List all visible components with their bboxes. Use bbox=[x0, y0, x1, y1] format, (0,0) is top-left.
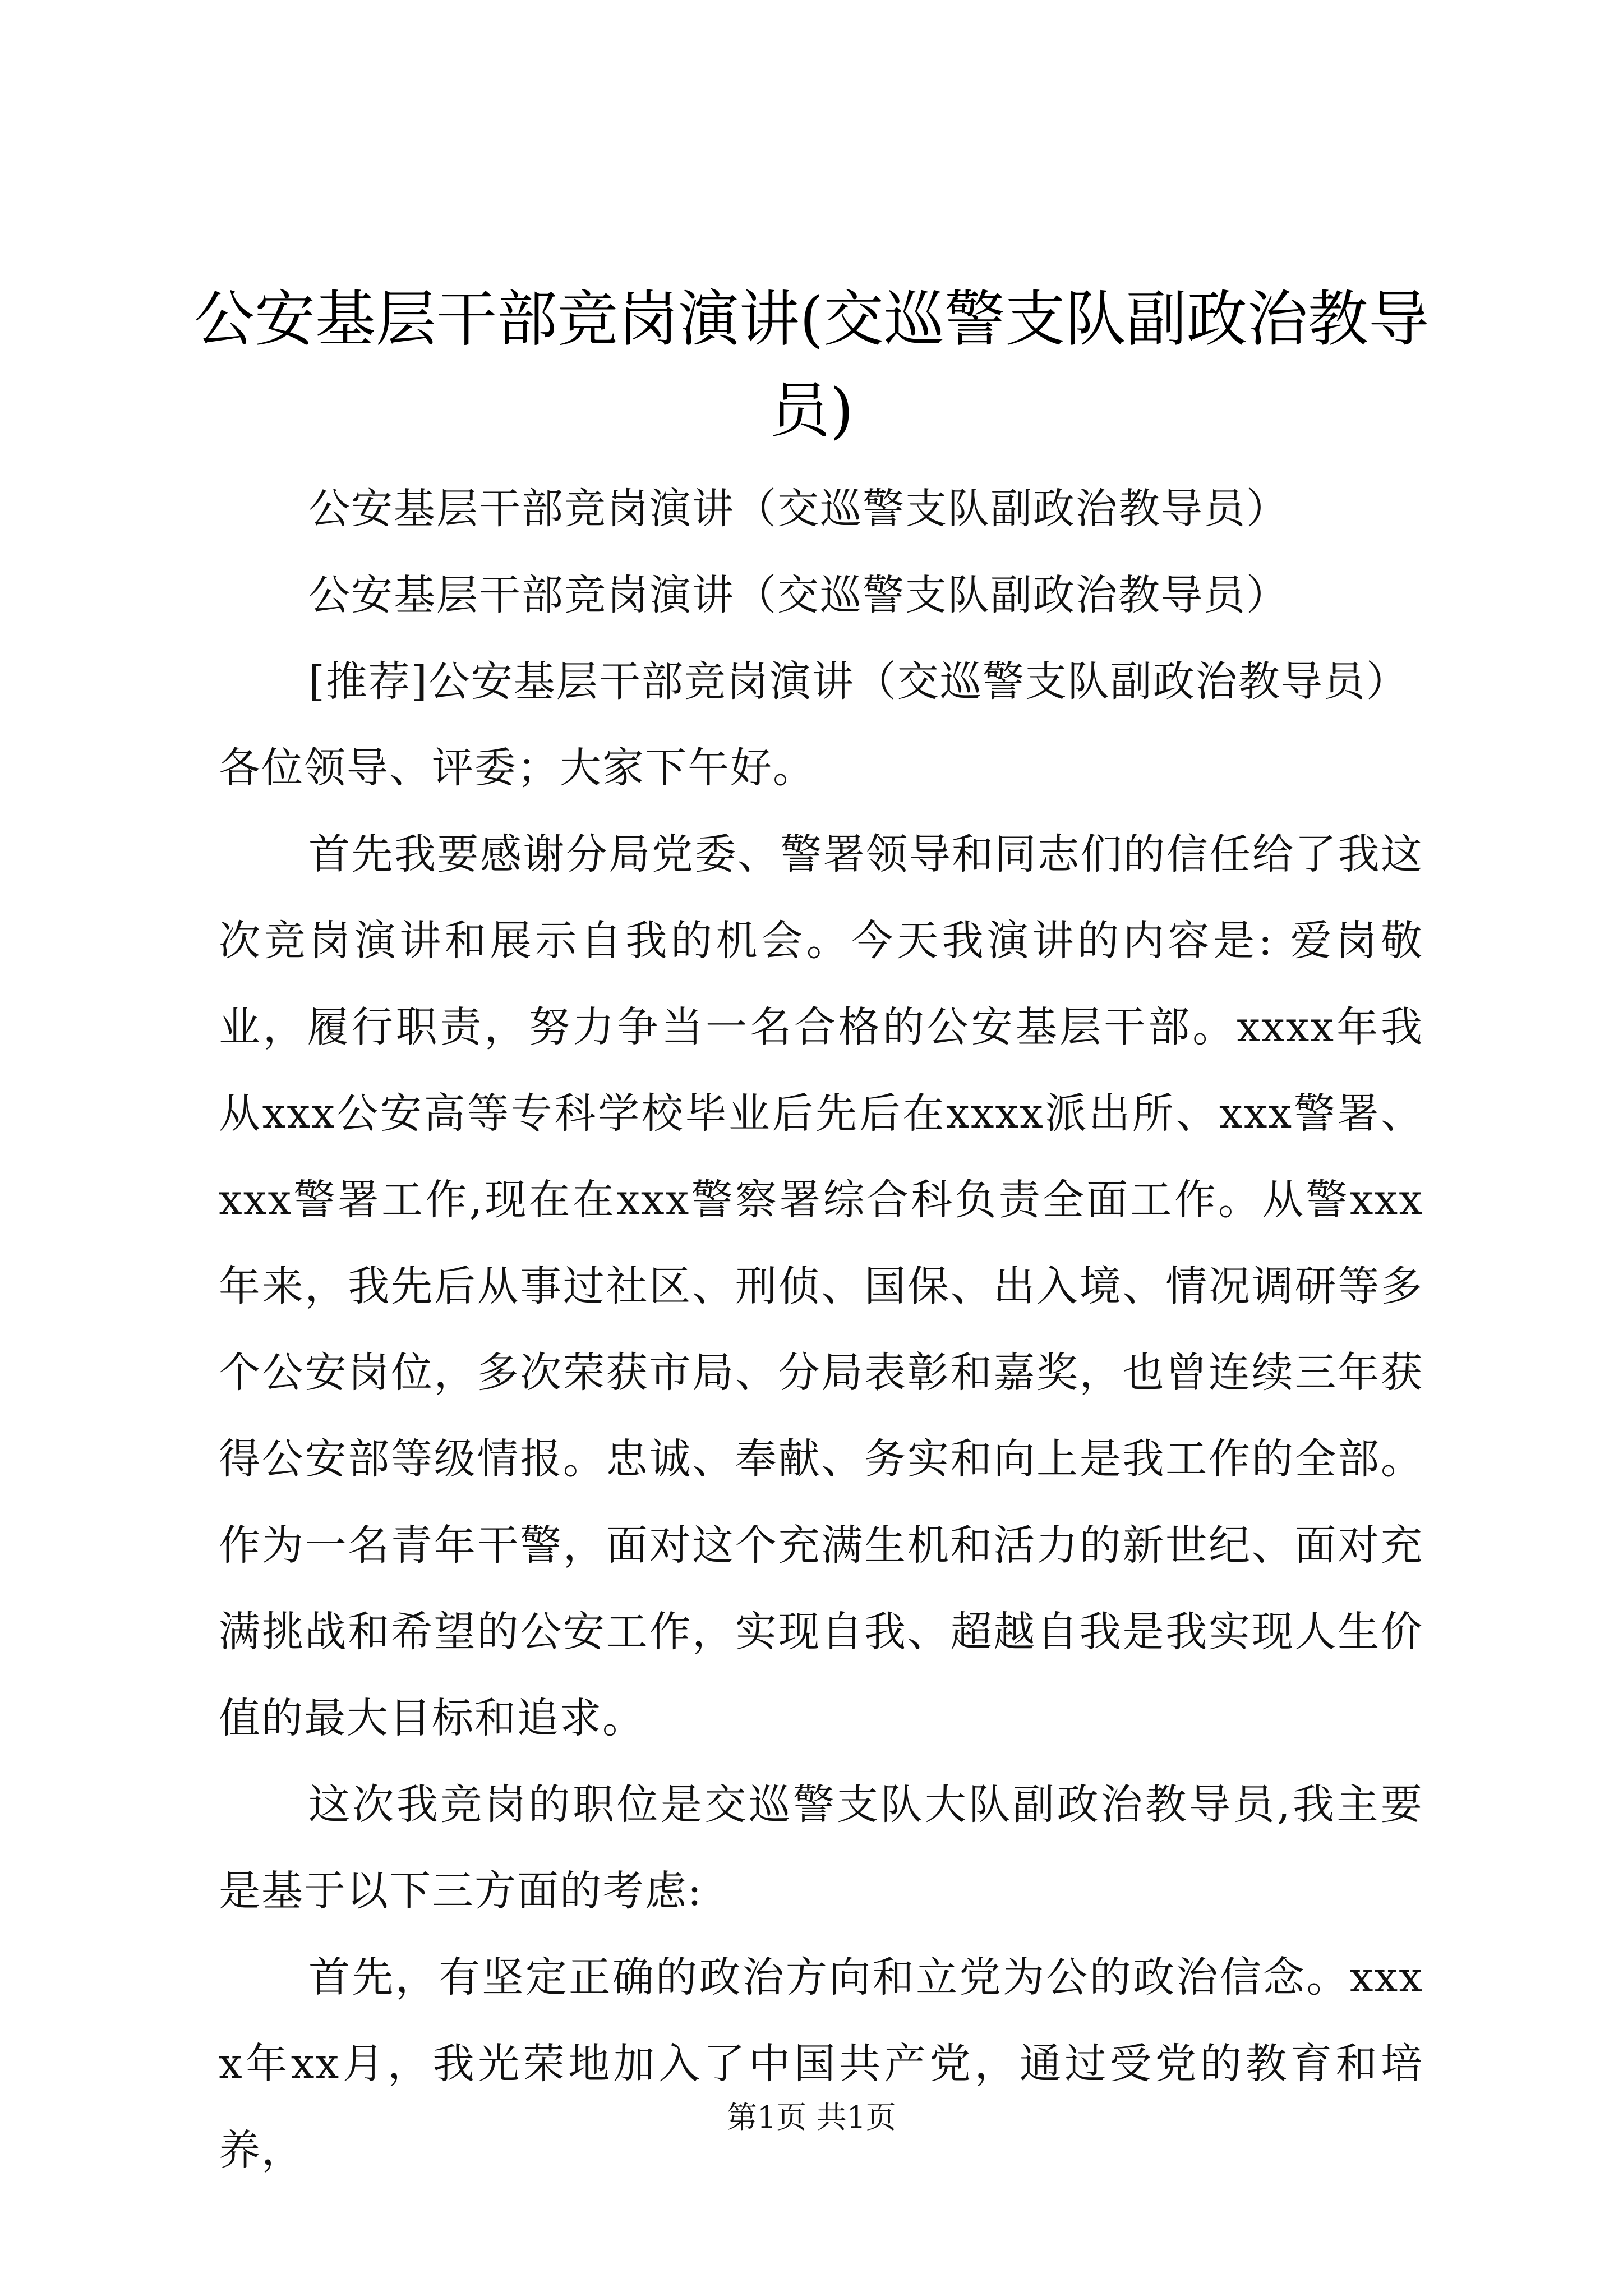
paragraph-greeting: 各位领导、评委；大家下午好。 bbox=[219, 744, 815, 792]
paragraph-recommend-line: [推荐]公安基层干部竞岗演讲（交巡警支队副政治教导员） bbox=[308, 657, 1409, 706]
paragraph-position-reason: 这次我竞岗的职位是交巡警支队大队副政治教导员,我主要是基于以下三方面的考虑: bbox=[219, 1780, 1423, 1915]
page-footer: 第1页 共1页 bbox=[727, 2100, 896, 2135]
paragraph-subtitle-2: 公安基层干部竞岗演讲（交巡警支队副政治教导员） bbox=[308, 571, 1289, 619]
paragraph-first-point: 首先，有坚定正确的政治方向和立党为公的政治信念。xxxx年xx月，我光荣地加入了中国共产党，通过受党的教育和培养， bbox=[219, 1953, 1423, 2174]
paragraph-subtitle-1: 公安基层干部竞岗演讲（交巡警支队副政治教导员） bbox=[308, 485, 1289, 533]
document-body bbox=[219, 466, 1423, 2193]
paragraph-introduction: 首先我要感谢分局党委、警署领导和同志们的信任给了我这次竞岗演讲和展示自我的机会。今天我演讲的内容是: 爱岗敬业，履行职责，努力争当一名合格的公安基层干部。xxxx年我从xxx公安高等专科学校毕业后先后在xxxx派出所、xxx警署、xxx警署工作,现在在xxx警察署综合科负责全面工作。从警xxx年来，我先后从事过社区、刑侦、国保、出入境、情况调研等多个公安岗位，多次荣获市局、分局表彰和嘉奖，也曾连续三年获得公安部等级情报。忠诚、奉献、务实和向上是我工作的全部。作为一名青年干警，面对这个充满生机和活力的新世纪、面对充满挑战和希望的公安工作，实现自我、超越自我是我实现人生价值的最大目标和追求。 bbox=[219, 830, 1423, 1742]
document-title: 公安基层干部竞岗演讲(交巡警支队副政治教导员) bbox=[193, 284, 1430, 446]
